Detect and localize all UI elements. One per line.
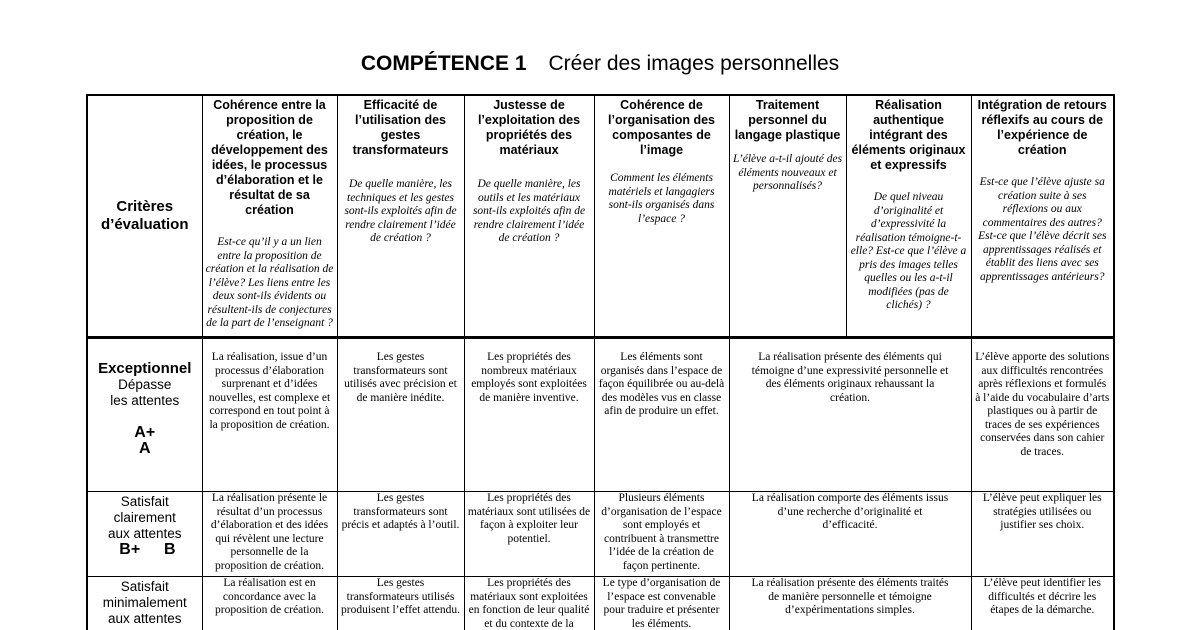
row-exceptionnel — [87, 338, 1114, 492]
title-competence: COMPÉTENCE 1 — [360, 52, 527, 75]
rubric-table — [86, 94, 1115, 630]
row-3-cell-1: La réalisation est en concordance avec la proposition de création. — [202, 577, 337, 630]
row-2-grades — [102, 542, 188, 558]
col-1-question: Est-ce qu’il y a un lien entre la proposition de création et la réalisation de l’élève? Les liens entre les deux sont-ils évidents ou résultent-ils de conjectures de la part de l’enseignant ? — [205, 236, 334, 329]
header-col-7 — [971, 95, 1114, 338]
row-1-cell-5: La réalisation présente des éléments qui témoigne d’une expressivité personnelle et des éléments originaux rehaussant la création. — [729, 338, 971, 492]
row-2-cell-1: La réalisation présente le résultat d’un processus d’élaboration et des idées qui révèlent une lecture personnelle de la proposition de création. — [202, 492, 337, 577]
row-3-cell-3: Les propriétés des matériaux sont exploitées en fonction de leur qualité et du contexte de la — [464, 577, 594, 630]
row-1-cell-4: Les éléments sont organisés dans l’espace de façon équilibrée ou au-delà des modèles vus en classe afin de produire un effet. — [594, 338, 729, 492]
col-5-title: Traitement personnel du langage plastique — [734, 98, 841, 142]
row-1-cell-3: Les propriétés des nombreux matériaux employés sont exploitées de manière inventive. — [464, 338, 594, 492]
title-description: Créer des images personnelles — [548, 52, 840, 75]
col-7-question: Est-ce que l’élève ajuste sa création suite à ses réflexions ou aux commentaires des autres? Est-ce que l’élève décrit ses apprentissages réalisés et établit des liens avec ses apprentissages antérieurs? — [978, 176, 1107, 283]
criteria-label-cell — [87, 95, 202, 338]
row-1-label — [87, 338, 202, 492]
col-4-title: Cohérence de l’organisation des composantes de l’image — [608, 98, 715, 157]
col-6-question: De quel niveau d’originalité et d’expressivité la réalisation témoigne-t-elle? Est-ce que l’élève a pris des images telles quelles ou les a-t-il modifiées (pas de clichés) ? — [850, 191, 967, 311]
col-6-title: Réalisation authentique intégrant des éléments originaux et expressifs — [851, 98, 966, 172]
row-3-label-main: Satisfait minimalement aux attentes — [102, 579, 187, 626]
row-2-cell-4: Plusieurs éléments d’organisation de l’espace sont employés et contribuent à transmettre l’idée de la création de façon pertinente. — [594, 492, 729, 577]
header-col-3 — [464, 95, 594, 338]
row-satisfait-clairement — [87, 492, 1114, 577]
row-2-cell-2: Les gestes transformateurs sont précis et adaptés à l’outil. — [337, 492, 464, 577]
row-3-cell-5: La réalisation présente des éléments traités de manière personnelle et témoigne d’expérimentations simples. — [729, 577, 971, 630]
col-2-title: Efficacité de l’utilisation des gestes transformateurs — [352, 98, 449, 157]
row-satisfait-minimalement — [87, 577, 1114, 630]
row-1-grade-b: A — [138, 440, 151, 457]
col-3-title: Justesse de l’exploitation des propriétés des matériaux — [477, 98, 581, 157]
header-row — [87, 95, 1114, 338]
row-2-label-main: Satisfait clairement aux attentes — [107, 494, 182, 541]
row-1-cell-6: L’élève apporte des solutions aux difficultés rencontrées après réflexions et formulés à l’aide du vocabulaire d’arts plastiques ou à partir de traces de ses expériences conservées dans son cahier de traces. — [971, 338, 1114, 492]
criteria-label: Critères d’évaluation — [100, 198, 189, 233]
row-1-cell-2: Les gestes transformateurs sont utilisés avec précision et de manière inédite. — [337, 338, 464, 492]
row-1-label-main: Exceptionnel — [98, 360, 192, 377]
row-3-cell-2: Les gestes transformateurs utilisés produisent l’effet attendu. — [337, 577, 464, 630]
col-7-title: Intégration de retours réflexifs au cours de l’expérience de création — [977, 98, 1107, 157]
row-2-label — [87, 492, 202, 577]
col-4-question: Comment les éléments matériels et langagiers sont-ils organisés dans l’espace ? — [608, 172, 715, 225]
row-3-cell-4: Le type d’organisation de l’espace est convenable pour traduire et présenter les éléments. — [594, 577, 729, 630]
page-title — [0, 52, 1200, 76]
header-col-2 — [337, 95, 464, 338]
row-1-grade-a: A+ — [134, 424, 156, 441]
row-2-grade-a: B+ — [119, 541, 141, 558]
header-col-6 — [846, 95, 971, 338]
row-2-cell-3: Les propriétés des matériaux sont utilisées de façon à exploiter leur potentiel. — [464, 492, 594, 577]
col-3-question: De quelle manière, les outils et les matériaux sont-ils exploités afin de rendre clairement l’idée de création ? — [472, 178, 586, 244]
row-1-grades — [91, 425, 199, 457]
col-5-question: L’élève a-t-il ajouté des éléments nouveaux et personnalisés? — [732, 153, 843, 192]
row-1-label-sub: Dépasse les attentes — [110, 377, 180, 408]
col-2-question: De quelle manière, les techniques et les gestes sont-ils exploités afin de rendre clairement l’idée de création ? — [344, 178, 457, 244]
row-3-cell-6: L’élève peut identifier les difficultés et décrire les étapes de la démarche. — [971, 577, 1114, 630]
row-1-cell-1: La réalisation, issue d’un processus d’élaboration surprenant et d’idées nouvelles, est complexe et correspond en tout point à la proposition de création. — [202, 338, 337, 492]
row-2-cell-6: L’élève peut expliquer les stratégies utilisées ou justifier ses choix. — [971, 492, 1114, 577]
row-3-label — [87, 577, 202, 630]
col-1-title: Cohérence entre la proposition de création, le développement des idées, le processus d’élaboration et le résultat de sa création — [211, 98, 328, 217]
header-col-5 — [729, 95, 846, 338]
header-col-1 — [202, 95, 337, 338]
row-2-cell-5: La réalisation comporte des éléments issus d’une recherche d’originalité et d’efficacité. — [729, 492, 971, 577]
header-col-4 — [594, 95, 729, 338]
row-2-grade-b: B — [163, 541, 176, 558]
